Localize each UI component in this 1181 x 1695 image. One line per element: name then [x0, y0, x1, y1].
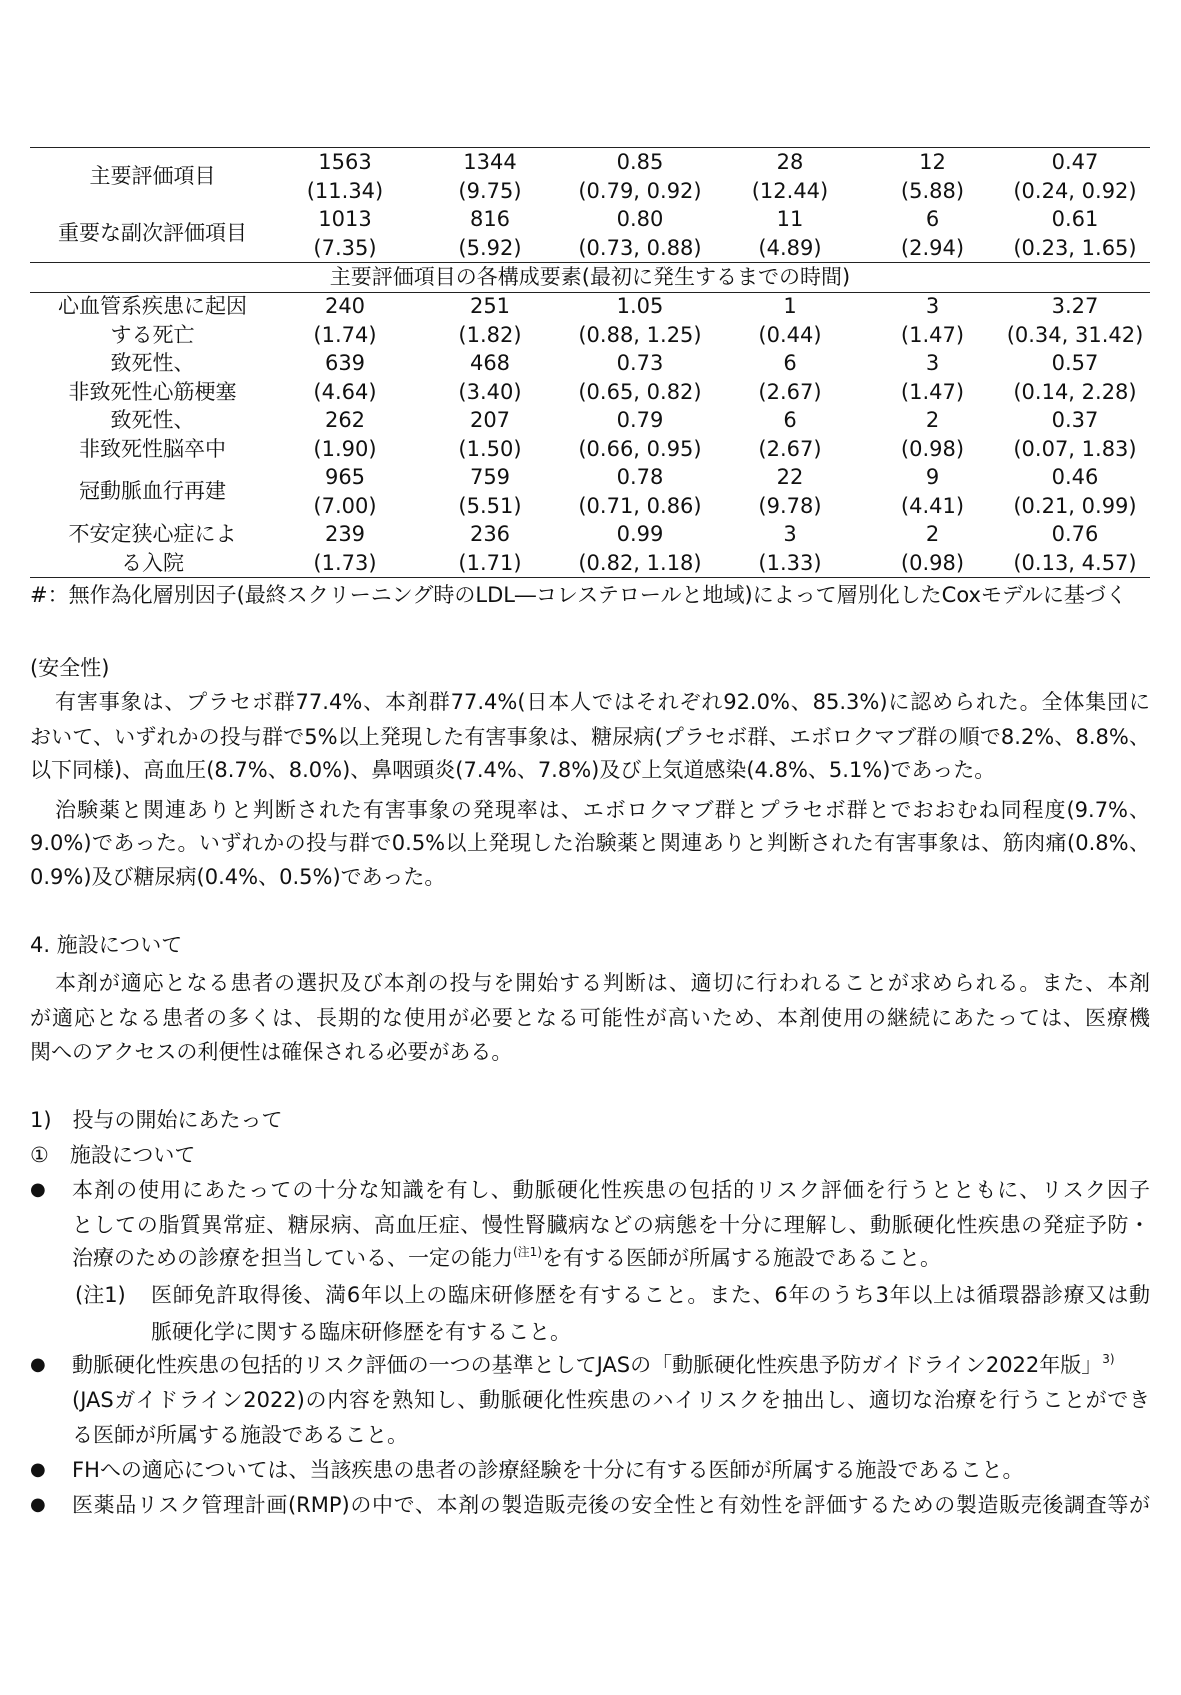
- value-cell: [715, 406, 865, 463]
- facilities-line: が適応となる患者の多くは、長期的な使用が必要となる可能性が高いため、本剤使用の継続にあたっては、医療機: [30, 1006, 1150, 1030]
- value-cell: [415, 520, 565, 577]
- value-main: 0.46: [1051, 465, 1099, 489]
- subsection-1-1: ① 施設について: [30, 1143, 196, 1167]
- value-main: 3: [925, 351, 940, 375]
- value-cell: [715, 148, 865, 205]
- value-main: 207: [469, 408, 511, 432]
- value-cell: [715, 520, 865, 577]
- facilities-line: 本剤が適応となる患者の選択及び本剤の投与を開始する判断は、適切に行われることが求められる。また、本剤: [55, 971, 1150, 995]
- row-label: [30, 406, 275, 463]
- value-ci: (0.13, 4.57): [1013, 550, 1137, 575]
- value-cell: [415, 463, 565, 520]
- row-label-line: する死亡: [110, 322, 195, 347]
- value-ci: (4.41): [900, 493, 965, 518]
- value-ci: (1.90): [313, 436, 377, 461]
- row-label-line: 心血管系疾患に起因: [58, 294, 247, 318]
- row-label: [30, 520, 275, 577]
- value-cell: [275, 349, 415, 406]
- components-subheading-row: [30, 262, 1150, 292]
- safety-line: 有害事象は、プラセボ群77.4%、本剤群77.4%(日本人ではそれぞれ92.0%、85.3%)に認められた。全体集団に: [55, 690, 1150, 714]
- value-main: 2: [925, 408, 940, 432]
- value-ci: (0.73, 0.88): [578, 235, 702, 260]
- value-main: 11: [776, 207, 804, 231]
- value-ci: (0.98): [900, 550, 965, 575]
- value-ci: (1.71): [458, 550, 522, 575]
- bullet-2-text: 動脈硬化性疾患の包括的リスク評価の一つの基準としてJASの「動脈硬化性疾患予防ガイドライン2022年版」: [72, 1353, 1103, 1377]
- value-main: 468: [469, 351, 511, 375]
- value-main: 12: [919, 150, 946, 174]
- value-ci: (0.07, 1.83): [1013, 436, 1137, 461]
- value-cell: [715, 463, 865, 520]
- value-ci: (0.79, 0.92): [578, 178, 702, 203]
- value-cell: [865, 406, 1000, 463]
- bullet-2-line: る医師が所属する施設であること。: [72, 1423, 408, 1447]
- table-row: [30, 406, 1150, 463]
- value-cell: [1000, 520, 1150, 577]
- value-main: 0.76: [1051, 522, 1099, 546]
- table-bottom-rule: [30, 577, 1150, 578]
- safety-line: 9.0%)であった。いずれかの投与群で0.5%以上発現した治験薬と関連ありと判断された有害事象は、筋肉痛(0.8%、: [30, 831, 1150, 855]
- value-main: 0.61: [1051, 207, 1099, 231]
- value-ci: (0.34, 31.42): [1006, 322, 1144, 347]
- value-main: 6: [925, 207, 940, 231]
- value-cell: [1000, 205, 1150, 262]
- row-label-line: 非致死性心筋梗塞: [68, 379, 237, 404]
- value-ci: (7.35): [313, 235, 377, 260]
- value-ci: (0.82, 1.18): [578, 550, 702, 575]
- value-cell: [1000, 349, 1150, 406]
- note-line: 脈硬化学に関する臨床研修歴を有すること。: [151, 1320, 571, 1344]
- value-main: 0.79: [616, 408, 664, 432]
- safety-line: おいて、いずれかの投与群で5%以上発現した有害事象は、糖尿病(プラセボ群、エボロクマブ群の順で8.2%、8.8%、: [30, 725, 1150, 749]
- value-main: 1.05: [616, 294, 664, 318]
- bullet-2-line: (JASガイドライン2022)の内容を熟知し、動脈硬化性疾患のハイリスクを抽出し、適切な治療を行うことができ: [72, 1388, 1150, 1412]
- row-label-line: 冠動脈血行再建: [79, 479, 226, 504]
- bullet-icon: ●: [30, 1354, 46, 1375]
- value-cell: [865, 205, 1000, 262]
- value-ci: (2.67): [758, 379, 822, 404]
- value-main: 28: [776, 150, 804, 174]
- value-main: 0.99: [616, 522, 664, 546]
- value-ci: (4.89): [758, 235, 822, 260]
- note-line: 医師免許取得後、満6年以上の臨床研修歴を有すること。また、6年のうち3年以上は循環器診療又は動: [151, 1283, 1150, 1307]
- value-cell: [565, 520, 715, 577]
- value-cell: [1000, 148, 1150, 205]
- value-cell: [715, 292, 865, 349]
- value-cell: [275, 205, 415, 262]
- bullet-4-line: 医薬品リスク管理計画(RMP)の中で、本剤の製造販売後の安全性と有効性を評価するための製造販売後調査等が: [72, 1493, 1150, 1517]
- value-main: 0.80: [616, 207, 664, 231]
- value-main: 6: [783, 351, 797, 375]
- results-table: [30, 148, 1150, 262]
- value-main: 0.57: [1051, 351, 1099, 375]
- table-row: [30, 520, 1150, 577]
- value-ci: (4.64): [313, 379, 377, 404]
- value-cell: [1000, 463, 1150, 520]
- value-main: 9: [925, 465, 940, 489]
- value-cell: [1000, 292, 1150, 349]
- value-ci: (1.50): [458, 436, 522, 461]
- value-main: 965: [324, 465, 366, 489]
- value-main: 236: [469, 522, 511, 546]
- value-ci: (5.92): [458, 235, 522, 260]
- value-cell: [415, 349, 565, 406]
- safety-line: 0.9%)及び糖尿病(0.4%、0.5%)であった。: [30, 865, 446, 889]
- value-cell: [565, 148, 715, 205]
- note-ref: (注1): [513, 1245, 542, 1259]
- components-subheading: 主要評価項目の各構成要素(最初に発生するまでの時間): [329, 265, 851, 289]
- facilities-line: 関へのアクセスの利便性は確保される必要がある。: [30, 1040, 513, 1064]
- value-ci: (0.98): [900, 436, 965, 461]
- bullet-1-line: 本剤の使用にあたっての十分な知識を有し、動脈硬化性疾患の包括的リスク評価を行うとともに、リスク因子: [72, 1178, 1150, 1202]
- safety-line: 以下同様)、高血圧(8.7%、8.0%)、鼻咽頭炎(7.4%、7.8%)及び上気道感染(4.8%、5.1%)であった。: [30, 758, 996, 782]
- value-main: 1563: [318, 150, 372, 174]
- value-cell: [715, 349, 865, 406]
- bullet-1-text: 治療のための診療を担当している、一定の能力: [72, 1246, 513, 1270]
- value-main: 1: [783, 294, 797, 318]
- value-main: 3: [925, 294, 940, 318]
- components-table: [30, 292, 1150, 577]
- bullet-1-line: としての脂質異常症、糖尿病、高血圧症、慢性腎臓病などの病態を十分に理解し、動脈硬化性疾患の発症予防・: [72, 1213, 1150, 1237]
- value-cell: [415, 292, 565, 349]
- value-cell: [275, 463, 415, 520]
- value-main: 251: [469, 294, 511, 318]
- value-ci: (12.44): [751, 178, 829, 203]
- row-label: 主要評価項目: [89, 164, 216, 189]
- value-ci: (1.33): [758, 550, 822, 575]
- value-main: 0.78: [616, 465, 664, 489]
- value-ci: (5.51): [458, 493, 522, 518]
- table-row: [30, 205, 1150, 262]
- value-main: 1013: [318, 207, 372, 231]
- table-footnote: #：無作為化層別因子(最終スクリーニング時のLDL―コレステロールと地域)によって層別化したCoxモデルに基づく: [30, 583, 1127, 607]
- bullet-icon: ●: [30, 1459, 46, 1480]
- value-ci: (11.34): [306, 178, 384, 203]
- value-cell: [415, 406, 565, 463]
- safety-heading: (安全性): [30, 656, 110, 680]
- value-main: 2: [925, 522, 940, 546]
- value-ci: (0.88, 1.25): [578, 322, 702, 347]
- row-label-line: 致死性、: [110, 408, 195, 432]
- table-row: [30, 148, 1150, 205]
- row-label-line: 致死性、: [110, 351, 195, 375]
- value-ci: (1.47): [900, 322, 965, 347]
- bullet-1-text: を有する医師が所属する施設であること。: [542, 1246, 941, 1270]
- value-cell: [865, 463, 1000, 520]
- value-cell: [865, 292, 1000, 349]
- table-row: [30, 349, 1150, 406]
- value-ci: (3.40): [458, 379, 522, 404]
- value-ci: (0.24, 0.92): [1013, 178, 1137, 203]
- value-main: 0.47: [1051, 150, 1099, 174]
- value-cell: [865, 520, 1000, 577]
- value-cell: [565, 463, 715, 520]
- value-cell: [415, 148, 565, 205]
- reference-mark: 3): [1102, 1352, 1115, 1366]
- value-cell: [565, 205, 715, 262]
- value-main: 816: [469, 207, 511, 231]
- value-ci: (0.71, 0.86): [578, 493, 702, 518]
- value-cell: [565, 349, 715, 406]
- row-label: 重要な副次評価項目: [58, 221, 247, 246]
- value-ci: (0.21, 0.99): [1013, 493, 1137, 518]
- row-label: [30, 292, 275, 349]
- note-label: (注1): [75, 1283, 126, 1307]
- value-ci: (5.88): [900, 178, 965, 203]
- value-main: 639: [324, 351, 366, 375]
- value-ci: (9.78): [758, 493, 822, 518]
- bullet-2-line: [72, 1350, 1150, 1380]
- value-ci: (0.65, 0.82): [578, 379, 702, 404]
- value-main: 1344: [463, 150, 517, 174]
- bullet-icon: ●: [30, 1494, 46, 1515]
- value-ci: (0.23, 1.65): [1013, 235, 1137, 260]
- row-label: [30, 463, 275, 520]
- value-ci: (0.14, 2.28): [1013, 379, 1137, 404]
- value-ci: (1.82): [458, 322, 522, 347]
- value-ci: (7.00): [313, 493, 377, 518]
- value-main: 239: [324, 522, 366, 546]
- bullet-icon: ●: [30, 1179, 46, 1200]
- value-main: 6: [783, 408, 797, 432]
- row-label: [30, 349, 275, 406]
- value-main: 22: [776, 465, 804, 489]
- value-main: 3.27: [1051, 294, 1099, 318]
- value-ci: (2.94): [900, 235, 965, 260]
- value-ci: (0.44): [758, 322, 822, 347]
- value-main: 240: [324, 294, 366, 318]
- value-cell: [275, 406, 415, 463]
- value-cell: [275, 520, 415, 577]
- value-main: 0.85: [616, 150, 664, 174]
- value-cell: [275, 292, 415, 349]
- value-cell: [565, 292, 715, 349]
- value-cell: [865, 349, 1000, 406]
- facilities-heading: 4. 施設について: [30, 933, 183, 957]
- value-ci: (2.67): [758, 436, 822, 461]
- value-ci: (1.47): [900, 379, 965, 404]
- value-cell: [865, 148, 1000, 205]
- bullet-3-line: FHへの適応については、当該疾患の患者の診療経験を十分に有する医師が所属する施設であること。: [72, 1458, 1024, 1482]
- safety-line: 治験薬と関連ありと判断された有害事象の発現率は、エボロクマブ群とプラセボ群とでおおむね同程度(9.7%、: [55, 798, 1150, 822]
- value-ci: (0.66, 0.95): [578, 436, 702, 461]
- row-label-line: る入院: [121, 550, 184, 575]
- value-ci: (1.73): [313, 550, 377, 575]
- table-row: [30, 463, 1150, 520]
- value-cell: [415, 205, 565, 262]
- subsection-1: 1) 投与の開始にあたって: [30, 1108, 283, 1132]
- bullet-1-line: [72, 1243, 941, 1273]
- value-main: 759: [469, 465, 511, 489]
- value-cell: [275, 148, 415, 205]
- table-row: [30, 292, 1150, 349]
- value-main: 3: [783, 522, 797, 546]
- row-label-line: 非致死性脳卒中: [79, 436, 226, 461]
- row-label-line: 不安定狭心症によ: [68, 522, 237, 546]
- value-cell: [715, 205, 865, 262]
- value-ci: (1.74): [313, 322, 377, 347]
- value-main: 0.37: [1051, 408, 1099, 432]
- value-main: 0.73: [616, 351, 664, 375]
- value-cell: [1000, 406, 1150, 463]
- value-main: 262: [324, 408, 366, 432]
- value-cell: [565, 406, 715, 463]
- value-ci: (9.75): [458, 178, 522, 203]
